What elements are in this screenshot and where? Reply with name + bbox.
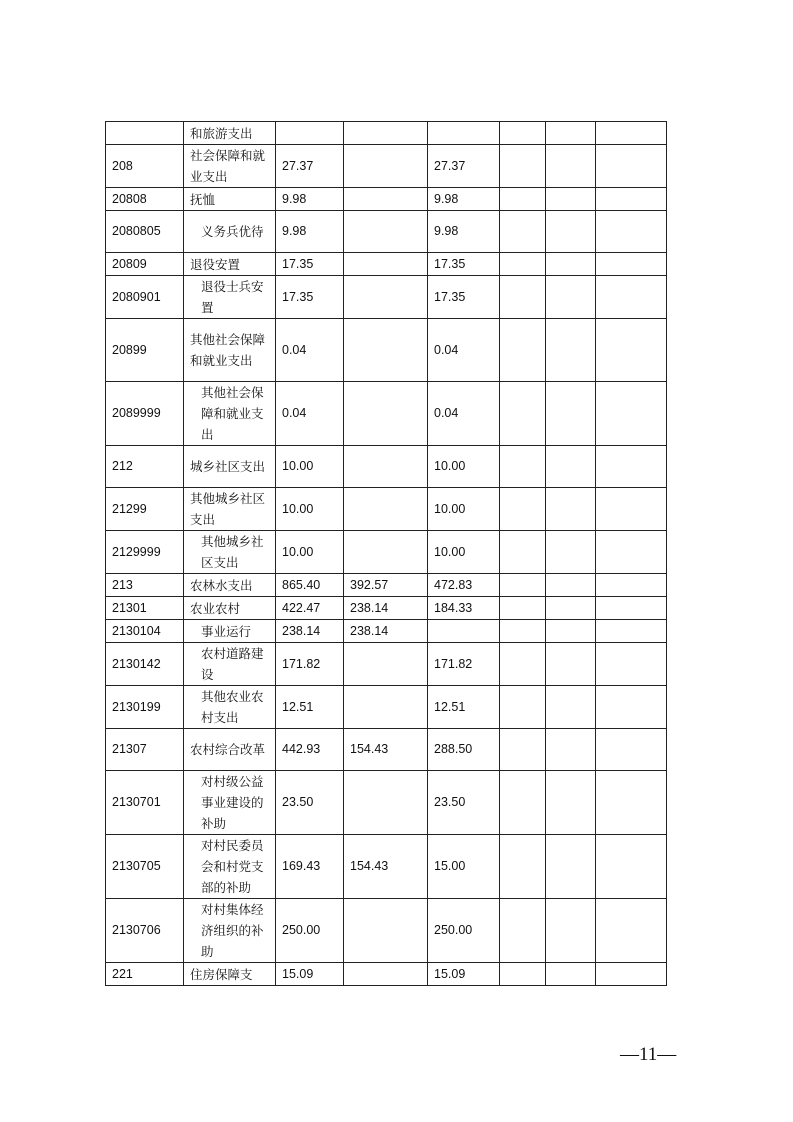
table-row xyxy=(106,276,667,319)
row-empty-cell xyxy=(500,276,546,319)
row-code: 213 xyxy=(106,574,184,597)
row-empty-cell xyxy=(546,122,596,145)
row-basic xyxy=(344,446,428,488)
table-row xyxy=(106,253,667,276)
table-row xyxy=(106,963,667,986)
row-total: 0.04 xyxy=(276,382,344,446)
row-project: 12.51 xyxy=(428,686,500,729)
row-total: 9.98 xyxy=(276,188,344,211)
row-name: 其他城乡社区支出 xyxy=(184,488,276,531)
row-total: 9.98 xyxy=(276,211,344,253)
row-code: 221 xyxy=(106,963,184,986)
row-empty-cell xyxy=(596,835,667,899)
row-name: 城乡社区支出 xyxy=(184,446,276,488)
row-basic xyxy=(344,686,428,729)
row-basic xyxy=(344,319,428,382)
row-empty-cell xyxy=(500,122,546,145)
row-basic xyxy=(344,211,428,253)
row-basic xyxy=(344,253,428,276)
row-code: 212 xyxy=(106,446,184,488)
row-project: 10.00 xyxy=(428,531,500,574)
row-project xyxy=(428,620,500,643)
row-empty-cell xyxy=(596,122,667,145)
row-project: 171.82 xyxy=(428,643,500,686)
row-empty-cell xyxy=(500,319,546,382)
row-code: 21301 xyxy=(106,597,184,620)
table-row xyxy=(106,319,667,382)
row-empty-cell xyxy=(500,446,546,488)
row-empty-cell xyxy=(546,211,596,253)
row-name: 对村民委员会和村党支部的补助 xyxy=(184,835,276,899)
row-empty-cell xyxy=(500,145,546,188)
row-empty-cell xyxy=(500,253,546,276)
row-empty-cell xyxy=(546,729,596,771)
row-name: 住房保障支 xyxy=(184,963,276,986)
row-name: 农林水支出 xyxy=(184,574,276,597)
table-body xyxy=(106,122,667,986)
table-row xyxy=(106,835,667,899)
row-empty-cell xyxy=(500,597,546,620)
row-empty-cell xyxy=(596,729,667,771)
row-empty-cell xyxy=(596,253,667,276)
row-empty-cell xyxy=(500,488,546,531)
row-empty-cell xyxy=(596,597,667,620)
page-number: —11— xyxy=(620,1044,677,1065)
row-empty-cell xyxy=(500,771,546,835)
row-empty-cell xyxy=(596,319,667,382)
row-code: 2080805 xyxy=(106,211,184,253)
row-basic: 154.43 xyxy=(344,835,428,899)
row-code: 2130199 xyxy=(106,686,184,729)
row-name: 和旅游支出 xyxy=(184,122,276,145)
row-name: 其他社会保障和就业支出 xyxy=(184,382,276,446)
row-code: 2130142 xyxy=(106,643,184,686)
row-name: 社会保障和就业支出 xyxy=(184,145,276,188)
row-empty-cell xyxy=(546,686,596,729)
row-empty-cell xyxy=(596,963,667,986)
row-total: 442.93 xyxy=(276,729,344,771)
row-basic xyxy=(344,771,428,835)
row-empty-cell xyxy=(500,643,546,686)
table-row xyxy=(106,620,667,643)
row-project: 10.00 xyxy=(428,488,500,531)
row-empty-cell xyxy=(546,643,596,686)
row-code: 2130701 xyxy=(106,771,184,835)
table-row xyxy=(106,686,667,729)
row-basic: 238.14 xyxy=(344,597,428,620)
row-code: 21299 xyxy=(106,488,184,531)
row-empty-cell xyxy=(546,620,596,643)
row-basic: 238.14 xyxy=(344,620,428,643)
table-row xyxy=(106,188,667,211)
row-empty-cell xyxy=(596,899,667,963)
row-project: 9.98 xyxy=(428,211,500,253)
row-project: 250.00 xyxy=(428,899,500,963)
row-code: 2130104 xyxy=(106,620,184,643)
row-empty-cell xyxy=(596,531,667,574)
row-project: 472.83 xyxy=(428,574,500,597)
table-row xyxy=(106,122,667,145)
row-empty-cell xyxy=(500,729,546,771)
table-row xyxy=(106,382,667,446)
row-empty-cell xyxy=(500,835,546,899)
row-empty-cell xyxy=(546,531,596,574)
row-empty-cell xyxy=(546,488,596,531)
row-code: 20808 xyxy=(106,188,184,211)
row-code: 2089999 xyxy=(106,382,184,446)
row-empty-cell xyxy=(500,531,546,574)
row-name: 退役士兵安置 xyxy=(184,276,276,319)
row-code: 208 xyxy=(106,145,184,188)
row-name: 义务兵优待 xyxy=(184,211,276,253)
budget-table xyxy=(105,121,667,986)
row-name: 事业运行 xyxy=(184,620,276,643)
row-project: 17.35 xyxy=(428,253,500,276)
row-basic xyxy=(344,188,428,211)
row-code: 2130706 xyxy=(106,899,184,963)
row-empty-cell xyxy=(596,686,667,729)
row-total: 27.37 xyxy=(276,145,344,188)
row-total: 10.00 xyxy=(276,446,344,488)
table-row xyxy=(106,446,667,488)
table-row xyxy=(106,531,667,574)
row-project: 27.37 xyxy=(428,145,500,188)
table-row xyxy=(106,211,667,253)
row-empty-cell xyxy=(546,597,596,620)
row-empty-cell xyxy=(546,188,596,211)
row-empty-cell xyxy=(500,574,546,597)
table-row xyxy=(106,574,667,597)
row-total: 865.40 xyxy=(276,574,344,597)
row-project xyxy=(428,122,500,145)
row-empty-cell xyxy=(596,211,667,253)
row-code: 21307 xyxy=(106,729,184,771)
row-empty-cell xyxy=(596,145,667,188)
row-empty-cell xyxy=(546,446,596,488)
row-empty-cell xyxy=(546,771,596,835)
row-basic xyxy=(344,963,428,986)
row-project: 15.09 xyxy=(428,963,500,986)
row-total: 238.14 xyxy=(276,620,344,643)
row-total: 17.35 xyxy=(276,253,344,276)
row-name: 对村级公益事业建设的补助 xyxy=(184,771,276,835)
row-empty-cell xyxy=(500,686,546,729)
row-empty-cell xyxy=(500,620,546,643)
row-basic xyxy=(344,382,428,446)
row-empty-cell xyxy=(546,382,596,446)
row-project: 15.00 xyxy=(428,835,500,899)
row-basic xyxy=(344,276,428,319)
row-total: 171.82 xyxy=(276,643,344,686)
row-total: 422.47 xyxy=(276,597,344,620)
row-total: 12.51 xyxy=(276,686,344,729)
row-empty-cell xyxy=(546,276,596,319)
row-total: 10.00 xyxy=(276,488,344,531)
row-basic xyxy=(344,899,428,963)
row-total: 10.00 xyxy=(276,531,344,574)
table-row xyxy=(106,643,667,686)
row-total: 17.35 xyxy=(276,276,344,319)
row-project: 10.00 xyxy=(428,446,500,488)
row-project: 17.35 xyxy=(428,276,500,319)
row-basic: 392.57 xyxy=(344,574,428,597)
row-empty-cell xyxy=(596,620,667,643)
row-empty-cell xyxy=(546,574,596,597)
row-project: 23.50 xyxy=(428,771,500,835)
row-name: 农业农村 xyxy=(184,597,276,620)
row-code: 20899 xyxy=(106,319,184,382)
row-basic xyxy=(344,145,428,188)
row-project: 0.04 xyxy=(428,382,500,446)
row-empty-cell xyxy=(546,899,596,963)
row-empty-cell xyxy=(500,382,546,446)
row-code: 20809 xyxy=(106,253,184,276)
row-total: 250.00 xyxy=(276,899,344,963)
row-project: 184.33 xyxy=(428,597,500,620)
row-empty-cell xyxy=(596,276,667,319)
table-row xyxy=(106,597,667,620)
table-row xyxy=(106,488,667,531)
row-total: 23.50 xyxy=(276,771,344,835)
row-empty-cell xyxy=(546,145,596,188)
row-project: 0.04 xyxy=(428,319,500,382)
row-code: 2080901 xyxy=(106,276,184,319)
row-empty-cell xyxy=(596,382,667,446)
row-empty-cell xyxy=(500,211,546,253)
row-name: 农村道路建设 xyxy=(184,643,276,686)
table-row xyxy=(106,729,667,771)
row-empty-cell xyxy=(596,643,667,686)
row-basic xyxy=(344,122,428,145)
row-name: 其他农业农村支出 xyxy=(184,686,276,729)
row-total: 169.43 xyxy=(276,835,344,899)
row-empty-cell xyxy=(546,253,596,276)
row-name: 农村综合改革 xyxy=(184,729,276,771)
row-basic xyxy=(344,488,428,531)
row-empty-cell xyxy=(546,835,596,899)
row-empty-cell xyxy=(500,963,546,986)
row-name: 其他城乡社区支出 xyxy=(184,531,276,574)
table-row xyxy=(106,771,667,835)
row-empty-cell xyxy=(500,188,546,211)
row-project: 9.98 xyxy=(428,188,500,211)
row-name: 退役安置 xyxy=(184,253,276,276)
row-name: 其他社会保障和就业支出 xyxy=(184,319,276,382)
row-empty-cell xyxy=(596,446,667,488)
row-empty-cell xyxy=(500,899,546,963)
row-basic xyxy=(344,531,428,574)
row-code xyxy=(106,122,184,145)
row-code: 2130705 xyxy=(106,835,184,899)
row-empty-cell xyxy=(596,188,667,211)
row-empty-cell xyxy=(546,319,596,382)
table-row xyxy=(106,145,667,188)
row-empty-cell xyxy=(546,963,596,986)
row-project: 288.50 xyxy=(428,729,500,771)
row-total: 0.04 xyxy=(276,319,344,382)
row-name: 对村集体经济组织的补助 xyxy=(184,899,276,963)
row-basic: 154.43 xyxy=(344,729,428,771)
row-empty-cell xyxy=(596,574,667,597)
row-total xyxy=(276,122,344,145)
row-empty-cell xyxy=(596,488,667,531)
row-empty-cell xyxy=(596,771,667,835)
row-total: 15.09 xyxy=(276,963,344,986)
row-basic xyxy=(344,643,428,686)
table-row xyxy=(106,899,667,963)
row-code: 2129999 xyxy=(106,531,184,574)
row-name: 抚恤 xyxy=(184,188,276,211)
